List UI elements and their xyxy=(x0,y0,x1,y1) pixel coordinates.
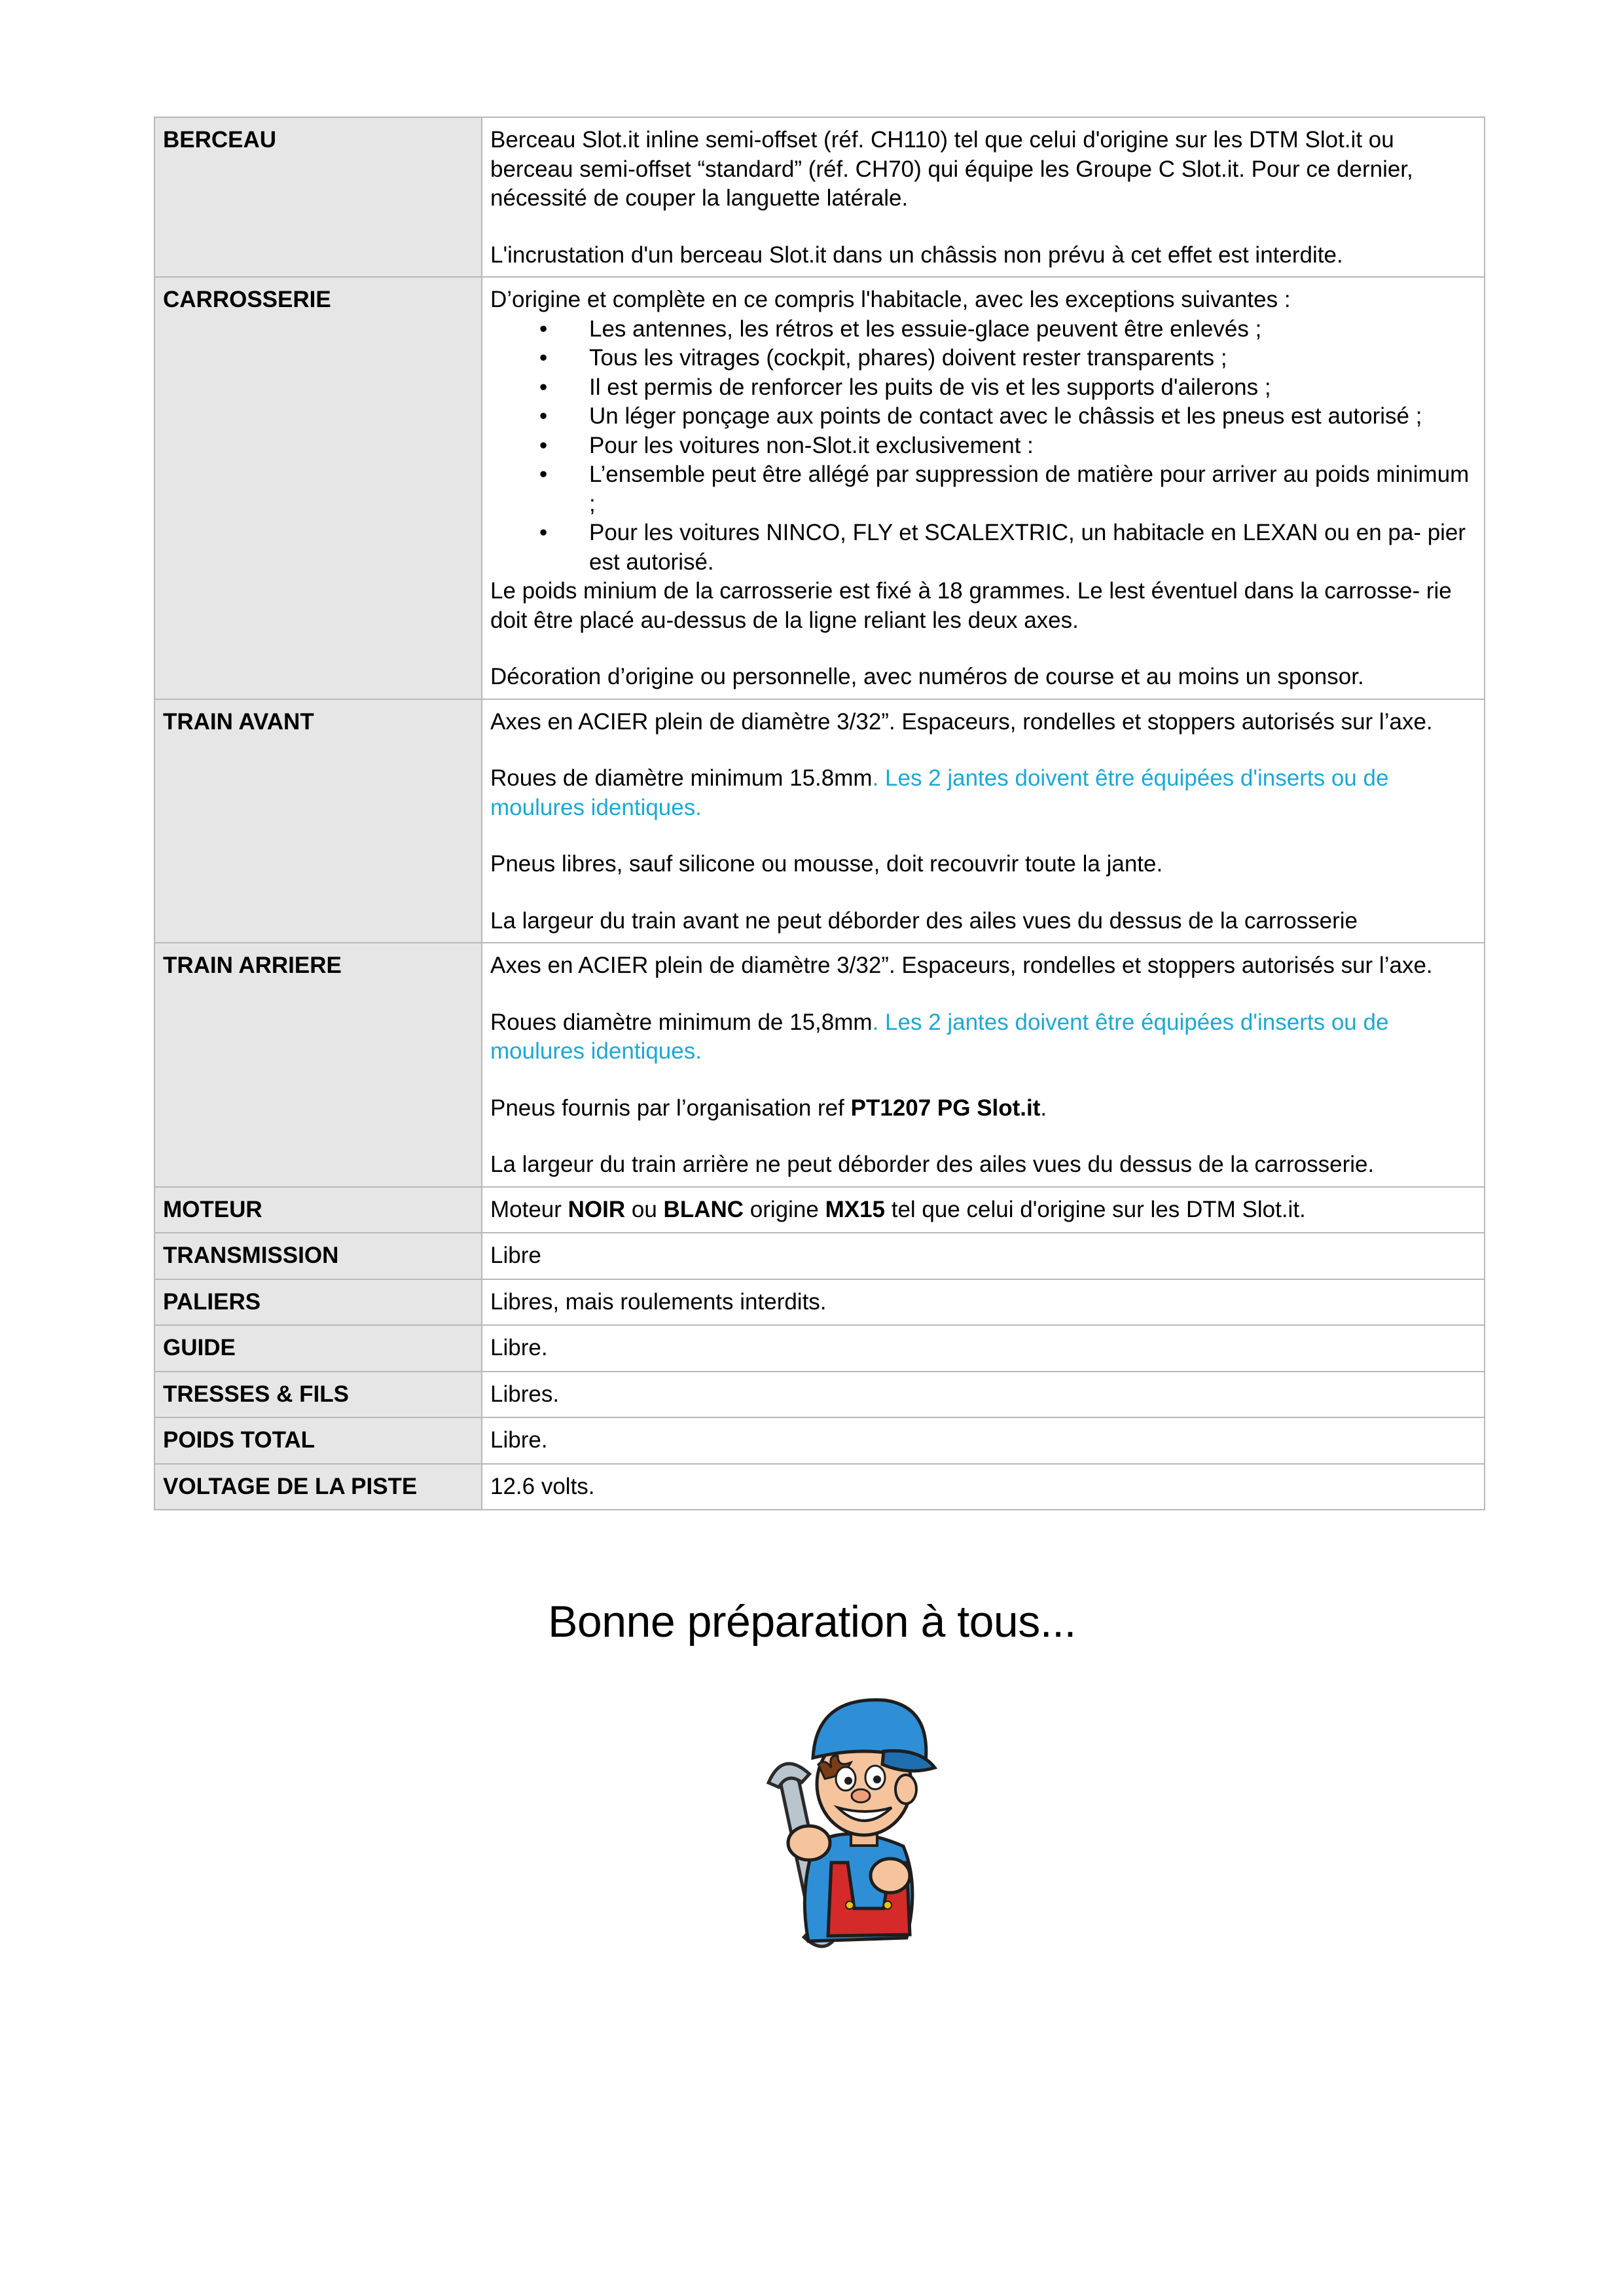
paragraph: Pneus libres, sauf silicone ou mousse, doit recouvrir toute la jante. xyxy=(490,851,1163,877)
paragraph: Berceau Slot.it inline semi-offset (réf. CH110) tel que celui d'origine sur les DTM Slot.it ou berceau semi-offset “standard” (réf. CH70) qui équipe les Groupe C Slot.it. Pour ce dernier, nécessité de couper la languette latérale. xyxy=(490,127,1413,211)
closing-message: Bonne préparation à tous... xyxy=(548,1597,1076,1647)
list-item: • L’ensemble peut être allégé par suppression de matière pour arriver au poids minimum ; xyxy=(490,460,1476,519)
paragraph: Axes en ACIER plein de diamètre 3/32”. Espaceurs, rondelles et stoppers autorisés sur l’axe. xyxy=(490,953,1433,978)
row-value: Libres, mais roulements interdits. xyxy=(482,1279,1485,1326)
text-span: Roues de diamètre minimum 15.8mm xyxy=(490,765,873,791)
table-row-moteur xyxy=(154,1187,1485,1233)
paragraph: D’origine et complète en ce compris l'habitacle, avec les exceptions suivantes : xyxy=(490,287,1291,312)
row-label: VOLTAGE DE LA PISTE xyxy=(154,1464,482,1510)
row-value: 12.6 volts. xyxy=(482,1464,1485,1510)
row-content xyxy=(482,1187,1485,1233)
paragraph xyxy=(490,764,1476,822)
table-row-poids xyxy=(154,1417,1485,1464)
text-span: ou xyxy=(625,1196,664,1222)
paragraph: L'incrustation d'un berceau Slot.it dans un châssis non prévu à cet effet est interdite. xyxy=(490,242,1343,268)
row-value: Libre. xyxy=(482,1325,1485,1372)
row-label: BERCEAU xyxy=(154,117,482,277)
row-label: MOTEUR xyxy=(154,1187,482,1233)
text-span: Pneus fournis par l’organisation ref xyxy=(490,1095,851,1121)
mechanic-illustration xyxy=(753,1679,949,1954)
table-row-train-arriere xyxy=(154,943,1485,1187)
highlighted-text: . Les 2 jantes doivent être équipées d'inserts ou de moulures identiques. xyxy=(490,765,1389,820)
list-item: • Pour les voitures NINCO, FLY et SCALEXTRIC, un habitacle en LEXAN ou en pa- pier est autorisé. xyxy=(490,519,1476,577)
paragraph: La largeur du train avant ne peut déborder des ailes vues du dessus de la carrosserie xyxy=(490,907,1358,934)
bold-text: MX15 xyxy=(825,1196,885,1222)
text-span: Moteur xyxy=(490,1196,568,1222)
table-row-voltage xyxy=(154,1464,1485,1510)
paragraph: Le poids minium de la carrosserie est fixé à 18 grammes. Le lest éventuel dans la carrosse- rie doit être placé au-dessus de la ligne reliant les deux axes. xyxy=(490,578,1452,633)
row-value: Libre. xyxy=(482,1417,1485,1464)
row-content xyxy=(482,117,1485,277)
row-label: TRAIN AVANT xyxy=(154,699,482,943)
text-span: . xyxy=(1040,1095,1047,1121)
highlighted-text: . Les 2 jantes doivent être équipées d'inserts ou de moulures identiques. xyxy=(490,1009,1389,1064)
row-label: TRAIN ARRIERE xyxy=(154,943,482,1187)
bold-text: NOIR xyxy=(568,1196,626,1222)
table-row-guide xyxy=(154,1325,1485,1372)
table-row-transmission xyxy=(154,1233,1485,1279)
row-label: TRESSES & FILS xyxy=(154,1372,482,1418)
table-row-paliers xyxy=(154,1279,1485,1326)
list-item: • Tous les vitrages (cockpit, phares) doivent rester transparents ; xyxy=(490,344,1476,373)
paragraph: Décoration d’origine ou personnelle, avec numéros de course et au moins un sponsor. xyxy=(490,664,1364,689)
row-label: PALIERS xyxy=(154,1279,482,1326)
row-content xyxy=(482,699,1485,943)
row-label: CARROSSERIE xyxy=(154,277,482,699)
row-value: Libres. xyxy=(482,1372,1485,1418)
table-row-tresses xyxy=(154,1372,1485,1418)
row-content xyxy=(482,277,1485,699)
list-item: • Un léger ponçage aux points de contact avec le châssis et les pneus est autorisé ; xyxy=(490,402,1476,431)
row-value: Libre xyxy=(482,1233,1485,1279)
table-row-carrosserie xyxy=(154,277,1485,699)
paragraph: Axes en ACIER plein de diamètre 3/32”. Espaceurs, rondelles et stoppers autorisés sur l’axe. xyxy=(490,708,1433,735)
row-label: GUIDE xyxy=(154,1325,482,1372)
table-row-berceau xyxy=(154,117,1485,277)
exceptions-list xyxy=(490,315,1476,577)
paragraph xyxy=(490,1094,1476,1123)
list-item: • Il est permis de renforcer les puits de vis et les supports d'ailerons ; xyxy=(490,373,1476,403)
paragraph xyxy=(490,1008,1476,1066)
text-span: tel que celui d'origine sur les DTM Slot.it. xyxy=(885,1196,1306,1222)
list-item: • Les antennes, les rétros et les essuie-glace peuvent être enlevés ; xyxy=(490,315,1476,344)
row-label: TRANSMISSION xyxy=(154,1233,482,1279)
bold-text: PT1207 PG Slot.it xyxy=(850,1095,1041,1121)
list-item: • Pour les voitures non-Slot.it exclusivement : xyxy=(490,431,1476,461)
text-span: origine xyxy=(744,1196,825,1222)
row-label: POIDS TOTAL xyxy=(154,1417,482,1464)
bold-text: BLANC xyxy=(663,1196,744,1222)
row-content xyxy=(482,943,1485,1187)
paragraph: La largeur du train arrière ne peut déborder des ailes vues du dessus de la carrosserie. xyxy=(490,1152,1375,1177)
regulations-table xyxy=(154,117,1485,1510)
text-span: Roues diamètre minimum de 15,8mm xyxy=(490,1009,873,1035)
table-row-train-avant xyxy=(154,699,1485,943)
